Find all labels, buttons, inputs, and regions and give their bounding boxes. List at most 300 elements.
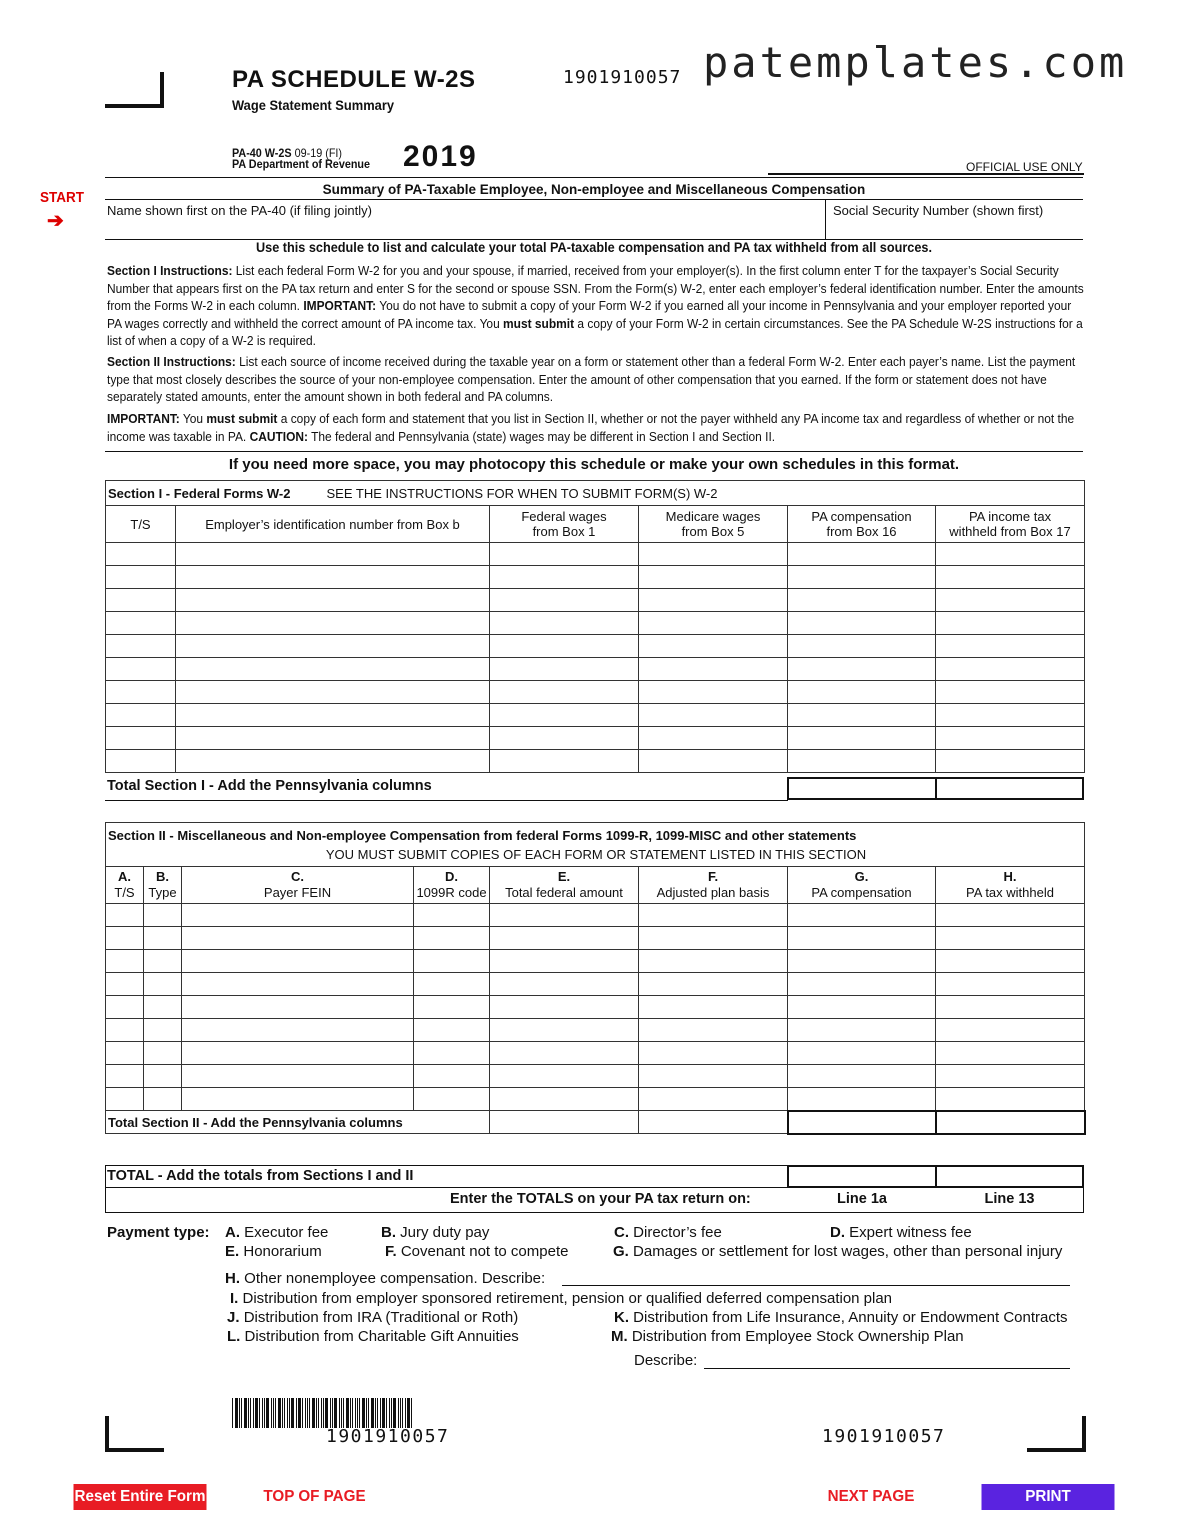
form-code-top: 1901910057 bbox=[563, 67, 682, 88]
section1-cell-pa-tax-withheld[interactable] bbox=[936, 589, 1085, 612]
section1-cell-medicare-wages[interactable] bbox=[639, 727, 788, 750]
top-of-page-button[interactable]: TOP OF PAGE bbox=[263, 1488, 366, 1505]
section1-cell-employer-ein[interactable] bbox=[176, 612, 490, 635]
payment-type-g-label: Damages or settlement for lost wages, other than personal injury bbox=[633, 1243, 1063, 1260]
barcode-bar bbox=[284, 1398, 285, 1428]
section2-cell-type[interactable] bbox=[144, 973, 182, 996]
form-title: PA SCHEDULE W-2S bbox=[232, 66, 476, 93]
payment-type-l: L. Distribution from Charitable Gift Annuities bbox=[227, 1328, 519, 1345]
col-header-medicare-wages: Medicare wages from Box 5 bbox=[639, 506, 788, 543]
section1-cell-pa-compensation[interactable] bbox=[788, 681, 936, 704]
section2-cell-payer-fein[interactable] bbox=[182, 1088, 414, 1111]
section2-cell-pa-tax-withheld[interactable] bbox=[936, 973, 1085, 996]
rule-instructions bbox=[105, 451, 1083, 452]
section1-cell-pa-compensation[interactable] bbox=[788, 543, 936, 566]
col-header-pa-compensation: PA compensation from Box 16 bbox=[788, 506, 936, 543]
barcode-bar bbox=[262, 1398, 263, 1428]
section2-cell-payer-fein[interactable] bbox=[182, 1019, 414, 1042]
section2-cell-total-federal[interactable] bbox=[490, 996, 639, 1019]
section2-cell-total-federal[interactable] bbox=[490, 950, 639, 973]
barcode-bar bbox=[355, 1398, 356, 1428]
barcode-bar bbox=[255, 1398, 258, 1428]
esop-describe-field[interactable] bbox=[704, 1368, 1070, 1369]
section1-cell-ts[interactable] bbox=[106, 704, 176, 727]
section2-cell-1099r-code[interactable] bbox=[414, 1065, 490, 1088]
barcode-bar bbox=[380, 1398, 381, 1428]
barcode-bar bbox=[330, 1398, 331, 1428]
section2-cell-adjusted-basis[interactable] bbox=[639, 1088, 788, 1111]
section2-cell-pa-compensation[interactable] bbox=[788, 1088, 936, 1111]
section2-cell-type[interactable] bbox=[144, 927, 182, 950]
section1-cell-ts[interactable] bbox=[106, 589, 176, 612]
section1-cell-federal-wages[interactable] bbox=[490, 704, 639, 727]
section1-cell-pa-compensation[interactable] bbox=[788, 658, 936, 681]
section1-instructions bbox=[107, 262, 1084, 350]
section1-cell-employer-ein[interactable] bbox=[176, 635, 490, 658]
section1-cell-federal-wages[interactable] bbox=[490, 566, 639, 589]
section2-cell-pa-compensation[interactable] bbox=[788, 973, 936, 996]
section2-cell-type[interactable] bbox=[144, 1065, 182, 1088]
table-row bbox=[106, 635, 1085, 658]
section1-header bbox=[106, 481, 1085, 506]
section1-must-submit: must submit bbox=[503, 315, 575, 331]
section2-header bbox=[106, 823, 1085, 867]
section1-cell-pa-compensation[interactable] bbox=[788, 635, 936, 658]
section2-cell-total-federal[interactable] bbox=[490, 904, 639, 927]
section2-cell-pa-compensation[interactable] bbox=[788, 904, 936, 927]
table-row bbox=[106, 727, 1085, 750]
section2-total-pa-tax-withheld[interactable] bbox=[936, 1111, 1085, 1134]
barcode-bar bbox=[339, 1398, 340, 1428]
col-letter: B. bbox=[156, 869, 169, 884]
important-must-submit: must submit bbox=[206, 411, 278, 426]
section1-total-pa-compensation[interactable] bbox=[787, 777, 937, 800]
section1-cell-medicare-wages[interactable] bbox=[639, 612, 788, 635]
barcode-bar bbox=[241, 1398, 242, 1428]
table-row bbox=[106, 1088, 1085, 1111]
barcode-bar bbox=[291, 1398, 294, 1428]
section2-cell-adjusted-basis[interactable] bbox=[639, 996, 788, 1019]
section2-cell-payer-fein[interactable] bbox=[182, 996, 414, 1019]
form-id-bold: PA-40 W-2S bbox=[232, 146, 292, 160]
section2-cell-1099r-code[interactable] bbox=[414, 1019, 490, 1042]
col-letter: G. bbox=[854, 869, 869, 884]
section2-cell-type[interactable] bbox=[144, 1088, 182, 1111]
col-header-pa-tax-withheld bbox=[936, 867, 1085, 904]
section2-total-federal[interactable] bbox=[490, 1111, 639, 1134]
section2-cell-pa-compensation[interactable] bbox=[788, 927, 936, 950]
summary-title: Summary of PA-Taxable Employee, Non-employee and Miscellaneous Compensation bbox=[322, 182, 866, 197]
grand-total-line13[interactable] bbox=[935, 1165, 1084, 1188]
section1-cell-medicare-wages[interactable] bbox=[639, 750, 788, 773]
section1-cell-employer-ein[interactable] bbox=[176, 543, 490, 566]
barcode-bar bbox=[352, 1398, 353, 1428]
section1-cell-pa-tax-withheld[interactable] bbox=[936, 566, 1085, 589]
barcode-bar bbox=[271, 1398, 272, 1428]
start-arrow-icon: ➔ bbox=[47, 210, 64, 232]
payment-type-i-label: Distribution from employer sponsored retirement, pension or qualified deferred compensation plan bbox=[242, 1290, 893, 1307]
section1-cell-pa-tax-withheld[interactable] bbox=[936, 658, 1085, 681]
section2-cell-ts[interactable] bbox=[106, 927, 144, 950]
col-label: Total federal amount bbox=[505, 885, 623, 900]
table-row bbox=[106, 612, 1085, 635]
section2-cell-ts[interactable] bbox=[106, 904, 144, 927]
official-use-label: OFFICIAL USE ONLY bbox=[966, 160, 1083, 174]
section2-table bbox=[105, 822, 1086, 1135]
section2-cell-type[interactable] bbox=[144, 904, 182, 927]
barcode-bar bbox=[298, 1398, 301, 1428]
section1-cell-pa-tax-withheld[interactable] bbox=[936, 750, 1085, 773]
payment-type-l-label: Distribution from Charitable Gift Annuities bbox=[244, 1328, 519, 1345]
section1-cell-federal-wages[interactable] bbox=[490, 589, 639, 612]
section1-cell-employer-ein[interactable] bbox=[176, 589, 490, 612]
section2-cell-1099r-code[interactable] bbox=[414, 996, 490, 1019]
barcode-bar bbox=[359, 1398, 360, 1428]
section2-cell-total-federal[interactable] bbox=[490, 927, 639, 950]
section1-cell-federal-wages[interactable] bbox=[490, 727, 639, 750]
col-letter: H. bbox=[1003, 869, 1017, 884]
payment-type-g: G. Damages or settlement for lost wages, other than personal injury bbox=[613, 1243, 1063, 1260]
barcode-bar bbox=[289, 1398, 290, 1428]
section1-cell-ts[interactable] bbox=[106, 681, 176, 704]
payment-type-label bbox=[107, 1224, 210, 1241]
barcode-bar bbox=[377, 1398, 378, 1428]
section2-cell-pa-tax-withheld[interactable] bbox=[936, 1065, 1085, 1088]
barcode-bar bbox=[375, 1398, 376, 1428]
section1-cell-ts[interactable] bbox=[106, 727, 176, 750]
section2-cell-pa-tax-withheld[interactable] bbox=[936, 996, 1085, 1019]
section2-cell-1099r-code[interactable] bbox=[414, 950, 490, 973]
section1-cell-ts[interactable] bbox=[106, 658, 176, 681]
section1-cell-medicare-wages[interactable] bbox=[639, 566, 788, 589]
payment-type-e-label: Honorarium bbox=[243, 1243, 322, 1260]
payment-type-heading: Payment type: bbox=[107, 1224, 210, 1241]
section1-cell-medicare-wages[interactable] bbox=[639, 658, 788, 681]
payment-type-f-label: Covenant not to compete bbox=[400, 1243, 569, 1260]
barcode-bar bbox=[266, 1398, 269, 1428]
barcode-bar bbox=[273, 1398, 274, 1428]
use-schedule-note: Use this schedule to list and calculate your total PA-taxable compensation and PA tax withheld from all sources. bbox=[255, 240, 933, 255]
important-text-b: a copy of each form and statement that you list in Section II, whether or not the payer withheld any PA income tax and regardless of whether or not the income was taxable in PA. bbox=[107, 411, 1075, 444]
corner-mark-bottom-left bbox=[105, 1416, 164, 1452]
section2-cell-pa-tax-withheld[interactable] bbox=[936, 1088, 1085, 1111]
barcode-bar bbox=[305, 1398, 306, 1428]
payment-type-j-label: Distribution from IRA (Traditional or Roth) bbox=[243, 1309, 519, 1326]
section2-cell-ts[interactable] bbox=[106, 1065, 144, 1088]
section1-cell-pa-tax-withheld[interactable] bbox=[936, 681, 1085, 704]
section1-cell-employer-ein[interactable] bbox=[176, 750, 490, 773]
describe-label: Describe: bbox=[634, 1352, 698, 1369]
table-row bbox=[106, 658, 1085, 681]
barcode-bar bbox=[371, 1398, 374, 1428]
col-letter: E. bbox=[557, 869, 571, 884]
section1-cell-federal-wages[interactable] bbox=[490, 543, 639, 566]
barcode-bar bbox=[341, 1398, 342, 1428]
section2-cell-pa-tax-withheld[interactable] bbox=[936, 927, 1085, 950]
section1-cell-pa-compensation[interactable] bbox=[788, 566, 936, 589]
section2-cell-total-federal[interactable] bbox=[490, 1065, 639, 1088]
section1-cell-pa-tax-withheld[interactable] bbox=[936, 543, 1085, 566]
col-header-total-federal bbox=[490, 867, 639, 904]
table-row bbox=[106, 589, 1085, 612]
barcode-bar bbox=[318, 1398, 319, 1428]
section2-cell-total-federal[interactable] bbox=[490, 1019, 639, 1042]
section1-cell-federal-wages[interactable] bbox=[490, 612, 639, 635]
section1-total-label: Total Section I - Add the Pennsylvania columns bbox=[107, 778, 432, 794]
col-label: Type bbox=[148, 885, 177, 900]
col-letter: D. bbox=[445, 869, 458, 884]
section2-note: YOU MUST SUBMIT COPIES OF EACH FORM OR STATEMENT LISTED IN THIS SECTION bbox=[325, 846, 867, 862]
payment-type-a: A. Executor fee bbox=[225, 1224, 329, 1241]
name-field-label: Name shown first on the PA-40 (if filing jointly) bbox=[107, 203, 372, 218]
section2-cell-pa-compensation[interactable] bbox=[788, 1042, 936, 1065]
section1-instructions-head: Section I Instructions: bbox=[107, 263, 233, 278]
payment-type-k: K. Distribution from Life Insurance, Annuity or Endowment Contracts bbox=[614, 1309, 1068, 1326]
barcode-bar bbox=[259, 1398, 260, 1428]
section2-cell-adjusted-basis[interactable] bbox=[639, 1065, 788, 1088]
section2-title: Section II - Miscellaneous and Non-employee Compensation from federal Forms 1099-R, 1099-MISC and other statements bbox=[108, 827, 857, 843]
section2-cell-pa-tax-withheld[interactable] bbox=[936, 1019, 1085, 1042]
department-name: PA Department of Revenue bbox=[232, 157, 371, 171]
section2-cell-1099r-code[interactable] bbox=[414, 1088, 490, 1111]
section1-cell-pa-compensation[interactable] bbox=[788, 589, 936, 612]
payment-type-f: F. Covenant not to compete bbox=[385, 1243, 569, 1260]
section2-cell-pa-tax-withheld[interactable] bbox=[936, 1042, 1085, 1065]
section2-cell-adjusted-basis[interactable] bbox=[639, 973, 788, 996]
section2-cell-total-federal[interactable] bbox=[490, 973, 639, 996]
section1-cell-medicare-wages[interactable] bbox=[639, 635, 788, 658]
section1-cell-pa-compensation[interactable] bbox=[788, 750, 936, 773]
section2-cell-adjusted-basis[interactable] bbox=[639, 1042, 788, 1065]
barcode-bar bbox=[405, 1398, 406, 1428]
col-label: PA tax withheld bbox=[966, 885, 1054, 900]
section2-cell-adjusted-basis[interactable] bbox=[639, 927, 788, 950]
col-header-ts: T/S bbox=[106, 506, 176, 543]
barcode-bar bbox=[346, 1398, 349, 1428]
name-field[interactable] bbox=[105, 218, 823, 238]
section1-cell-pa-tax-withheld[interactable] bbox=[936, 612, 1085, 635]
section2-cell-pa-compensation[interactable] bbox=[788, 1019, 936, 1042]
col-letter: C. bbox=[291, 869, 304, 884]
section2-cell-1099r-code[interactable] bbox=[414, 973, 490, 996]
table-row bbox=[106, 927, 1085, 950]
ssn-field-label: Social Security Number (shown first) bbox=[833, 203, 1044, 218]
section2-cell-type[interactable] bbox=[144, 1019, 182, 1042]
payment-type-c: C. Director’s fee bbox=[614, 1224, 722, 1241]
section1-cell-pa-compensation[interactable] bbox=[788, 612, 936, 635]
section1-cell-employer-ein[interactable] bbox=[176, 727, 490, 750]
important-text-a: You bbox=[179, 411, 207, 426]
payment-type-m-label: Distribution from Employee Stock Ownership Plan bbox=[631, 1328, 964, 1345]
barcode-bar bbox=[253, 1398, 254, 1428]
grand-total-line1a[interactable] bbox=[787, 1165, 937, 1188]
table-row bbox=[106, 681, 1085, 704]
section2-cell-payer-fein[interactable] bbox=[182, 973, 414, 996]
payment-type-h: H. Other nonemployee compensation. Describe: bbox=[225, 1270, 546, 1287]
table-row bbox=[106, 1065, 1085, 1088]
section2-cell-1099r-code[interactable] bbox=[414, 904, 490, 927]
section2-cell-ts[interactable] bbox=[106, 950, 144, 973]
barcode-bar bbox=[239, 1398, 240, 1428]
barcode-bar bbox=[232, 1398, 233, 1428]
col-header-pa-tax-withheld: PA income tax withheld from Box 17 bbox=[936, 506, 1085, 543]
col-label: 1099R code bbox=[416, 885, 487, 900]
section1-cell-employer-ein[interactable] bbox=[176, 658, 490, 681]
section1-cell-employer-ein[interactable] bbox=[176, 566, 490, 589]
table-row bbox=[106, 996, 1085, 1019]
section2-total-pa-compensation[interactable] bbox=[788, 1111, 936, 1134]
section2-cell-adjusted-basis[interactable] bbox=[639, 904, 788, 927]
form-code-bottom-left: 1901910057 bbox=[326, 1426, 450, 1447]
payment-type-i: I. Distribution from employer sponsored retirement, pension or qualified deferred compensation plan bbox=[230, 1290, 893, 1307]
section1-cell-federal-wages[interactable] bbox=[490, 635, 639, 658]
section2-cell-pa-compensation[interactable] bbox=[788, 950, 936, 973]
col-header-ts bbox=[106, 867, 144, 904]
section1-total-pa-tax-withheld[interactable] bbox=[935, 777, 1084, 800]
section1-cell-medicare-wages[interactable] bbox=[639, 589, 788, 612]
section1-cell-federal-wages[interactable] bbox=[490, 750, 639, 773]
section1-instructions-text-a: List each federal Form W-2 for you and your spouse, if married, received from your employer(s). In the first column enter T for the taxpayer’s Social Security Number that appears first on the PA tax return and enter S for the second or spouse SSN. From the Form(s) W-2, enter each employer’s federal identification number. Enter the amounts from the Forms W-2 in each column. bbox=[107, 263, 1084, 313]
payment-type-d-label: Expert witness fee bbox=[849, 1224, 972, 1241]
section2-cell-1099r-code[interactable] bbox=[414, 927, 490, 950]
barcode-bar bbox=[366, 1398, 367, 1428]
barcode-bar bbox=[282, 1398, 283, 1428]
section1-cell-pa-tax-withheld[interactable] bbox=[936, 704, 1085, 727]
barcode-bar bbox=[321, 1398, 322, 1428]
caution-text: The federal and Pennsylvania (state) wages may be different in Section I and Section II. bbox=[307, 428, 776, 444]
print-button[interactable]: PRINT bbox=[982, 1484, 1115, 1510]
section1-cell-federal-wages[interactable] bbox=[490, 681, 639, 704]
section1-cell-medicare-wages[interactable] bbox=[639, 681, 788, 704]
payment-type-k-label: Distribution from Life Insurance, Annuity or Endowment Contracts bbox=[633, 1309, 1068, 1326]
section1-cell-pa-compensation[interactable] bbox=[788, 704, 936, 727]
corner-mark-bottom-right bbox=[1027, 1416, 1086, 1452]
section1-cell-employer-ein[interactable] bbox=[176, 704, 490, 727]
section2-cell-ts[interactable] bbox=[106, 973, 144, 996]
reset-form-button[interactable]: Reset Entire Form bbox=[74, 1484, 207, 1510]
section2-cell-payer-fein[interactable] bbox=[182, 927, 414, 950]
barcode-bar bbox=[332, 1398, 333, 1428]
section2-cell-adjusted-basis[interactable] bbox=[639, 1019, 788, 1042]
section2-cell-pa-tax-withheld[interactable] bbox=[936, 904, 1085, 927]
table-row bbox=[106, 904, 1085, 927]
important-head: IMPORTANT: bbox=[107, 411, 180, 426]
section2-cell-type[interactable] bbox=[144, 950, 182, 973]
col-header-adjusted-basis bbox=[639, 867, 788, 904]
section1-cell-employer-ein[interactable] bbox=[176, 681, 490, 704]
barcode-bar bbox=[275, 1398, 276, 1428]
barcode-bar bbox=[309, 1398, 310, 1428]
watermark: patemplates.com bbox=[703, 38, 1128, 87]
section2-cell-type[interactable] bbox=[144, 1042, 182, 1065]
grand-total-divider bbox=[105, 1187, 788, 1188]
section2-instructions bbox=[107, 353, 1084, 406]
payment-type-h-label: Other nonemployee compensation. Describe: bbox=[244, 1270, 546, 1287]
section1-cell-pa-compensation[interactable] bbox=[788, 727, 936, 750]
section1-cell-medicare-wages[interactable] bbox=[639, 543, 788, 566]
section1-cell-ts[interactable] bbox=[106, 612, 176, 635]
tax-year: 2019 bbox=[403, 140, 478, 173]
section1-cell-pa-tax-withheld[interactable] bbox=[936, 635, 1085, 658]
payment-type-e: E. Honorarium bbox=[225, 1243, 322, 1260]
section2-cell-pa-compensation[interactable] bbox=[788, 1065, 936, 1088]
barcode-bar bbox=[389, 1398, 390, 1428]
caution-head: CAUTION: bbox=[249, 428, 308, 444]
section2-cell-total-federal[interactable] bbox=[490, 1042, 639, 1065]
col-header-employer-ein: Employer’s identification number from Box b bbox=[176, 506, 490, 543]
next-page-button[interactable]: NEXT PAGE bbox=[827, 1488, 915, 1505]
ssn-field[interactable] bbox=[828, 218, 1082, 238]
barcode-bar bbox=[400, 1398, 401, 1428]
payment-type-d: D. Expert witness fee bbox=[830, 1224, 972, 1241]
barcode-bar bbox=[302, 1398, 303, 1428]
barcode-bar bbox=[323, 1398, 324, 1428]
line-13-label: Line 13 bbox=[984, 1191, 1035, 1207]
form-revision: 09-19 (FI) bbox=[294, 146, 343, 160]
col-label: T/S bbox=[114, 885, 135, 900]
section2-cell-pa-tax-withheld[interactable] bbox=[936, 950, 1085, 973]
section1-cell-medicare-wages[interactable] bbox=[639, 704, 788, 727]
section1-cell-ts[interactable] bbox=[106, 750, 176, 773]
section2-cell-ts[interactable] bbox=[106, 1042, 144, 1065]
section2-cell-payer-fein[interactable] bbox=[182, 950, 414, 973]
col-header-type bbox=[144, 867, 182, 904]
section1-cell-federal-wages[interactable] bbox=[490, 658, 639, 681]
section2-cell-payer-fein[interactable] bbox=[182, 904, 414, 927]
official-use-line bbox=[768, 173, 1084, 175]
section2-cell-ts[interactable] bbox=[106, 1019, 144, 1042]
section2-total-adjusted[interactable] bbox=[639, 1111, 788, 1134]
barcode-bar bbox=[357, 1398, 358, 1428]
section1-cell-ts[interactable] bbox=[106, 543, 176, 566]
other-describe-field[interactable] bbox=[562, 1285, 1070, 1286]
barcode-bar bbox=[407, 1398, 410, 1428]
barcode-bar bbox=[334, 1398, 337, 1428]
col-header-federal-wages: Federal wages from Box 1 bbox=[490, 506, 639, 543]
section2-cell-payer-fein[interactable] bbox=[182, 1065, 414, 1088]
section1-total-underline bbox=[105, 800, 788, 801]
grand-total-label: TOTAL - Add the totals from Sections I and II bbox=[107, 1168, 414, 1184]
section2-cell-payer-fein[interactable] bbox=[182, 1042, 414, 1065]
section2-cell-pa-compensation[interactable] bbox=[788, 996, 936, 1019]
rule-summary bbox=[105, 199, 1083, 200]
section1-cell-ts[interactable] bbox=[106, 566, 176, 589]
section1-instructions-text-c: a copy of your Form W-2 in certain circumstances. See the PA Schedule W-2S instructions for a list of when a copy of a W-2 is required. bbox=[107, 315, 1083, 348]
barcode-bar bbox=[235, 1398, 238, 1428]
table-row bbox=[106, 973, 1085, 996]
section2-cell-ts[interactable] bbox=[106, 996, 144, 1019]
section1-note: SEE THE INSTRUCTIONS FOR WHEN TO SUBMIT FORM(S) W-2 bbox=[326, 485, 718, 501]
section2-cell-adjusted-basis[interactable] bbox=[639, 950, 788, 973]
section1-cell-pa-tax-withheld[interactable] bbox=[936, 727, 1085, 750]
table-row bbox=[106, 1042, 1085, 1065]
col-label: Payer FEIN bbox=[263, 885, 332, 900]
important-notice bbox=[107, 410, 1084, 445]
section2-cell-total-federal[interactable] bbox=[490, 1088, 639, 1111]
start-label: START bbox=[40, 189, 85, 206]
col-letter: F. bbox=[707, 869, 719, 884]
barcode-bar bbox=[287, 1398, 288, 1428]
barcode bbox=[232, 1398, 560, 1428]
table-row bbox=[106, 543, 1085, 566]
section2-cell-1099r-code[interactable] bbox=[414, 1042, 490, 1065]
barcode-bar bbox=[312, 1398, 315, 1428]
rule-top bbox=[105, 177, 1083, 178]
section2-cell-ts[interactable] bbox=[106, 1088, 144, 1111]
section2-cell-type[interactable] bbox=[144, 996, 182, 1019]
barcode-bar bbox=[325, 1398, 328, 1428]
section1-cell-ts[interactable] bbox=[106, 635, 176, 658]
